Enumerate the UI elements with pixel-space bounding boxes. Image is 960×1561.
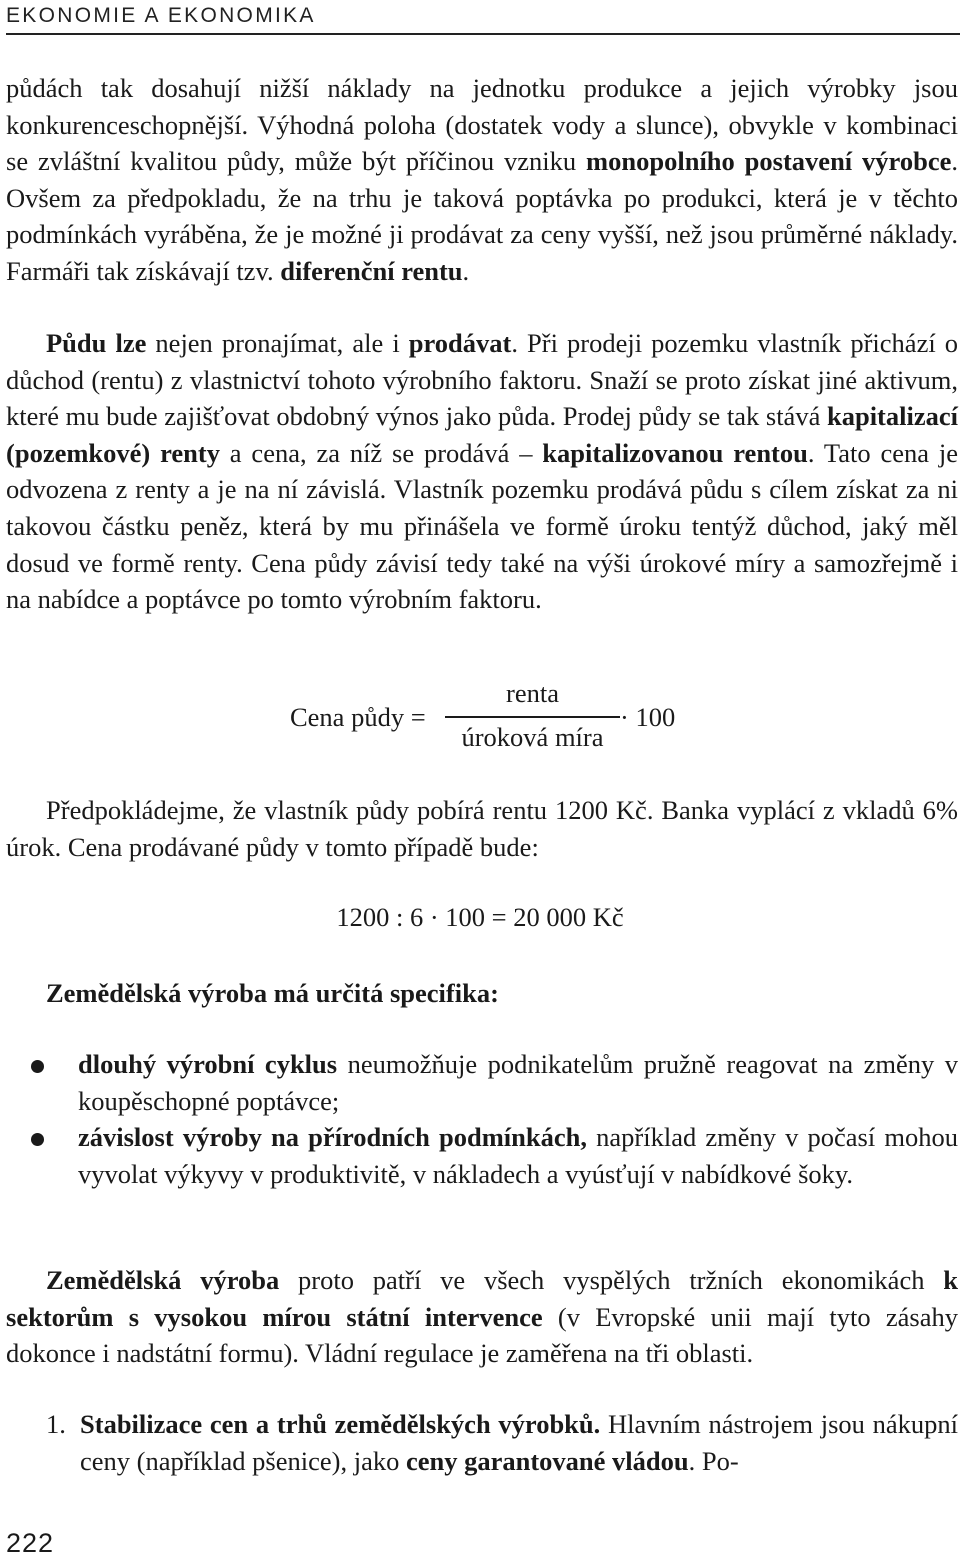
text-run: . (462, 255, 470, 286)
specifics-list (6, 1046, 958, 1192)
running-title: EKONOMIE A EKONOMIKA (6, 4, 316, 27)
bold-term: Zemědělská výroba (46, 1265, 280, 1295)
paragraph-land-sale (6, 325, 958, 618)
text-run: půdách tak dosahují nižší náklady na jednotku produkce a jejich výrobky jsou konkurenceschopnější. Výhodná poloha (dostatek vody a slunce), obvykle v kombinaci se zvláštní kvalitou půdy, může být příčinou vzniku (6, 73, 958, 177)
bold-term: ceny garantované vládou (405, 1445, 689, 1476)
text-run: . Ovšem za předpokladu, že na trhu je taková poptávka po produkci, která je v těchto podmínkách vyráběna, že je možné ji prodávat za ceny vyšší, než jsou průměrné náklady. Farmáři tak získávají tzv. (6, 146, 958, 286)
page-number: 222 (6, 1528, 55, 1558)
section-heading (6, 975, 958, 1012)
text-run: . Tato cena je odvozena z renty a je na ní závislá. Vlastník pozemku prodává půdu s cílem získat za ni takovou částku peněz, která by mu přinášela ve formě úroku tentýž důchod, jaký měl dosud ve formě renty. Cena půdy závisí tedy také na výši úrokové míry a samozřejmě i na nabídce a poptávce po tomto výrobním faktoru. (6, 437, 958, 615)
text-run: . Po- (688, 1445, 739, 1476)
list-number: 1. (46, 1409, 66, 1439)
bold-term: Půdu lze (46, 328, 147, 358)
formula-label: Cena půdy = (290, 702, 426, 732)
paragraph-land-monopoly (6, 70, 958, 290)
bold-term: diferenční rentu (280, 255, 463, 286)
text-run: . Při prodeji pozemku vlastník přichází o důchod (rentu) z vlastnictví tohoto výrobního faktoru. Snaží se proto získat jiné aktivum, které mu bude zajišťovat obdobný výnos jako půda. Prodej půdy se tak stává (6, 328, 959, 432)
text-run: proto patří ve všech vyspělých tržních ekonomikách (279, 1265, 944, 1295)
list-item (6, 1119, 958, 1192)
regulation-list (6, 1406, 958, 1479)
bold-term: Stabilizace cen a trhů zemědělských výrobků. (80, 1409, 601, 1439)
bold-term: kapitalizovanou rentou (542, 437, 808, 468)
land-price-formula (290, 678, 710, 758)
list-item (6, 1046, 958, 1119)
bullet-icon (31, 1060, 44, 1073)
fraction-bar (445, 716, 620, 718)
bold-term: dlouhý výrobní cyklus (78, 1049, 338, 1079)
text-run: například změny v počasí mohou vyvolat výkyvy v produktivitě, v nákladech a vyúsťují v nabídkové šoky. (78, 1122, 958, 1189)
list-item (6, 1406, 958, 1479)
bold-term: monopolního postavení výrobce (586, 146, 952, 177)
bold-term: prodávat (408, 328, 512, 358)
formula-fraction (445, 678, 620, 758)
formula-numerator: renta (506, 678, 559, 708)
text-run: neumožňuje podnikatelům pružně reagovat na změny v koupěschopné poptávce; (78, 1049, 958, 1116)
bold-term: kapitalizací (pozemkové) renty (6, 401, 958, 468)
formula-multiplier: · 100 (620, 702, 676, 732)
bullet-icon (31, 1133, 44, 1146)
text-run: Hlavním nástrojem jsou nákupní ceny (například pšenice), jako (80, 1409, 958, 1476)
text-run: Předpokládejme, že vlastník půdy pobírá rentu 1200 Kč. Banka vyplácí z vkladů 6% úrok. Cena prodávané půdy v tomto případě bude: (6, 795, 958, 862)
paragraph-state-intervention (6, 1262, 958, 1372)
example-calculation: 1200 : 6 · 100 = 20 000 Kč (336, 902, 624, 932)
text-run: nejen pronajímat, ale i (146, 328, 409, 358)
heading-text: Zemědělská výroba má určitá specifika: (46, 978, 499, 1008)
bold-term: závislost výroby na přírodních podmínkách, (78, 1122, 588, 1153)
header-rule (6, 33, 960, 35)
text-run: (v Evropské unii mají tyto zásahy dokonce i nadstátní formu). Vládní regulace je zaměřena na tři oblasti. (6, 1301, 959, 1369)
paragraph-example (6, 792, 958, 865)
text-run: a cena, za níž se prodává – (219, 437, 543, 468)
running-header (6, 0, 960, 29)
formula-denominator: úroková míra (461, 722, 604, 752)
bold-term: k sektorům s vysokou mírou státní intervence (6, 1265, 958, 1332)
